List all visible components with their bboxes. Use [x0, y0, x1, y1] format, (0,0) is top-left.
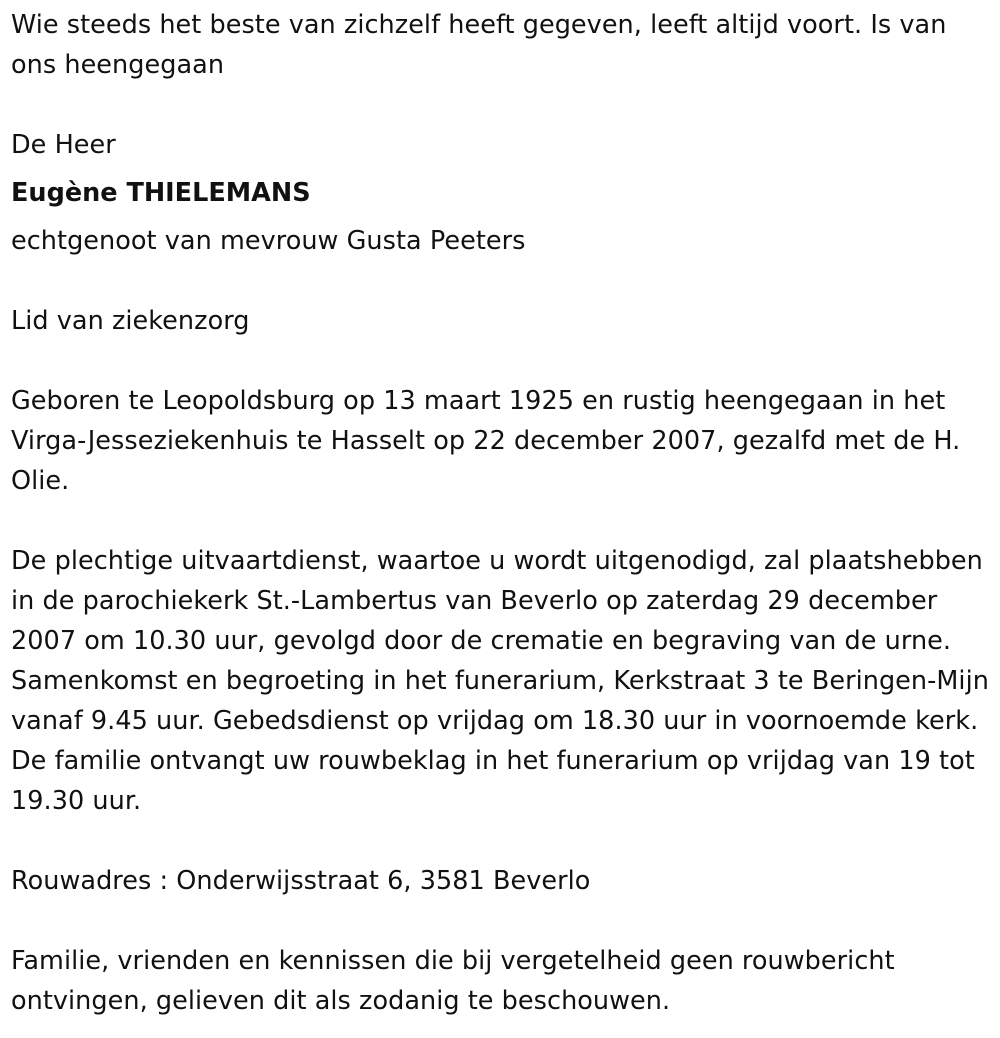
salutation: De Heer	[11, 130, 116, 160]
intro-text: Wie steeds het beste van zichzelf heeft gegeven, leeft altijd voort. Is van ons heengegaan	[11, 10, 947, 80]
ceremony-text: De plechtige uitvaartdienst, waartoe u wordt uitgenodigd, zal plaatshebben in de parochiekerk St.-Lambertus van Beverlo op zaterdag 29 december 2007 om 10.30 uur, gevolgd door de crematie en begraving van de urne. Samenkomst en begroeting in het funerarium, Kerkstraat 3 te Beringen-Mijn vanaf 9.45 uur. Gebedsdienst op vrijdag om 18.30 uur in voornoemde kerk. De familie ontvangt uw rouwbeklag in het funerarium op vrijdag van 19 tot 19.30 uur.	[11, 546, 989, 816]
membership-text: Lid van ziekenzorg	[11, 306, 250, 336]
birth-death-text: Geboren te Leopoldsburg op 13 maart 1925 en rustig heengegaan in het Virga-Jesseziekenhuis te Hasselt op 22 december 2007, gezalfd met de H. Olie.	[11, 386, 961, 496]
spouse-text: echtgenoot van mevrouw Gusta Peeters	[11, 226, 526, 256]
closing-text: Familie, vrienden en kennissen die bij vergetelheid geen rouwbericht ontvingen, gelieven dit als zodanig te beschouwen.	[11, 946, 895, 1016]
deceased-name: Eugène THIELEMANS	[11, 178, 311, 208]
obituary-notice	[11, 5, 996, 1021]
mourning-address: Rouwadres : Onderwijsstraat 6, 3581 Beverlo	[11, 866, 591, 896]
